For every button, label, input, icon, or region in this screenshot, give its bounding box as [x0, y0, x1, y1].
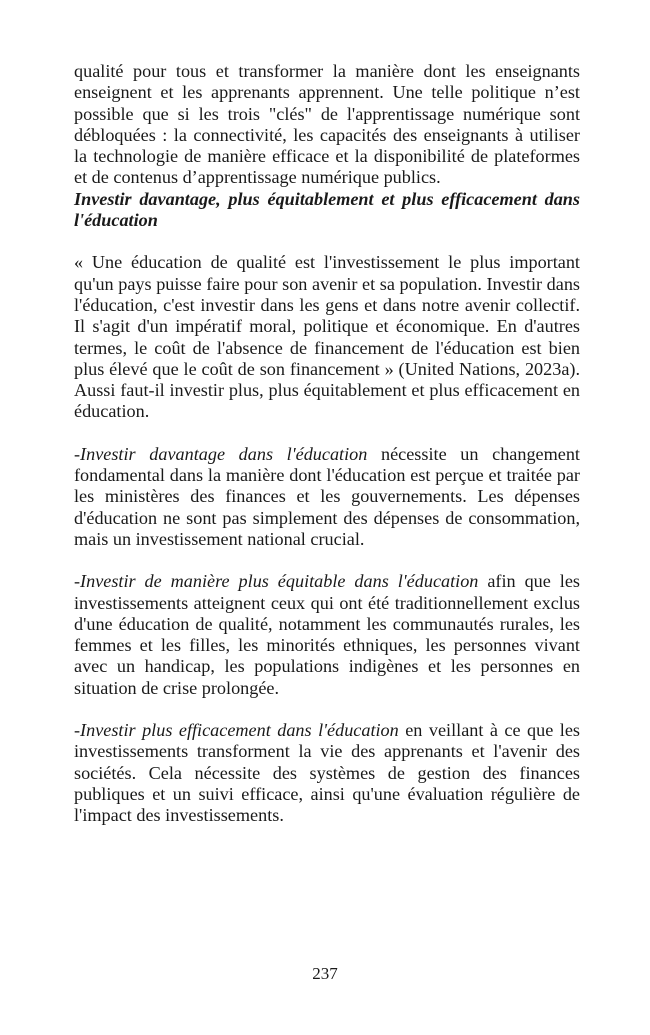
page-number: 237	[312, 964, 338, 983]
paragraph-invest-equitable	[74, 571, 580, 699]
paragraph-lead-italic: -Investir davantage dans l'éducation	[74, 443, 368, 464]
paragraph-body: nécessite un changement fondamental dans la manière dont l'éducation est perçue et traitée par les ministères des finances et les gouvernements. Les dépenses d'éducation ne sont pas simplement des dépenses de consommation, mais un investissement national crucial.	[74, 443, 580, 549]
paragraph-invest-more	[74, 444, 580, 550]
paragraph-intro: qualité pour tous et transformer la manière dont les enseignants enseignent et les apprenants apprennent. Une telle politique n’est possible que si les trois "clés" de l'apprentissage numérique sont débloquées : la connectivité, les capacités des enseignants à utiliser la technologie de manière efficace et la disponibilité de plateformes et de contenus d’apprentissage numérique publics.	[74, 61, 580, 188]
paragraph-lead-italic: -Investir plus efficacement dans l'éducation	[74, 720, 399, 741]
paragraph-quote: « Une éducation de qualité est l'investissement le plus important qu'un pays puisse faire pour son avenir et sa population. Investir dans l'éducation, c'est investir dans les gens et dans notre avenir collectif. Il s'agit d'un impératif moral, politique et économique. En d'autres termes, le coût de l'absence de financement de l'éducation est bien plus élevé que le coût de son financement » (United Nations, 2023a). Aussi faut-il investir plus, plus équitablement et plus efficacement en éducation.	[74, 252, 580, 422]
paragraph-body: afin que les investissements atteignent ceux qui ont été traditionnellement exclus d'une éducation de qualité, notamment les communautés rurales, les femmes et les filles, les minorités ethniques, les personnes vivant avec un handicap, les populations indigènes et les personnes en situation de crise prolongée.	[74, 571, 580, 698]
paragraph-lead-italic: -Investir de manière plus équitable dans l'éducation	[74, 571, 479, 592]
paragraph-invest-efficient	[74, 720, 580, 826]
page-body	[74, 61, 580, 827]
paragraph-body: en veillant à ce que les investissements transforment la vie des apprenants et l'avenir des sociétés. Cela nécessite des systèmes de gestion des finances publiques et un suivi efficace, ainsi qu'une évaluation régulière de l'impact des investissements.	[74, 720, 580, 826]
section-heading: Investir davantage, plus équitablement et plus efficacement dans l'éducation	[74, 188, 580, 231]
